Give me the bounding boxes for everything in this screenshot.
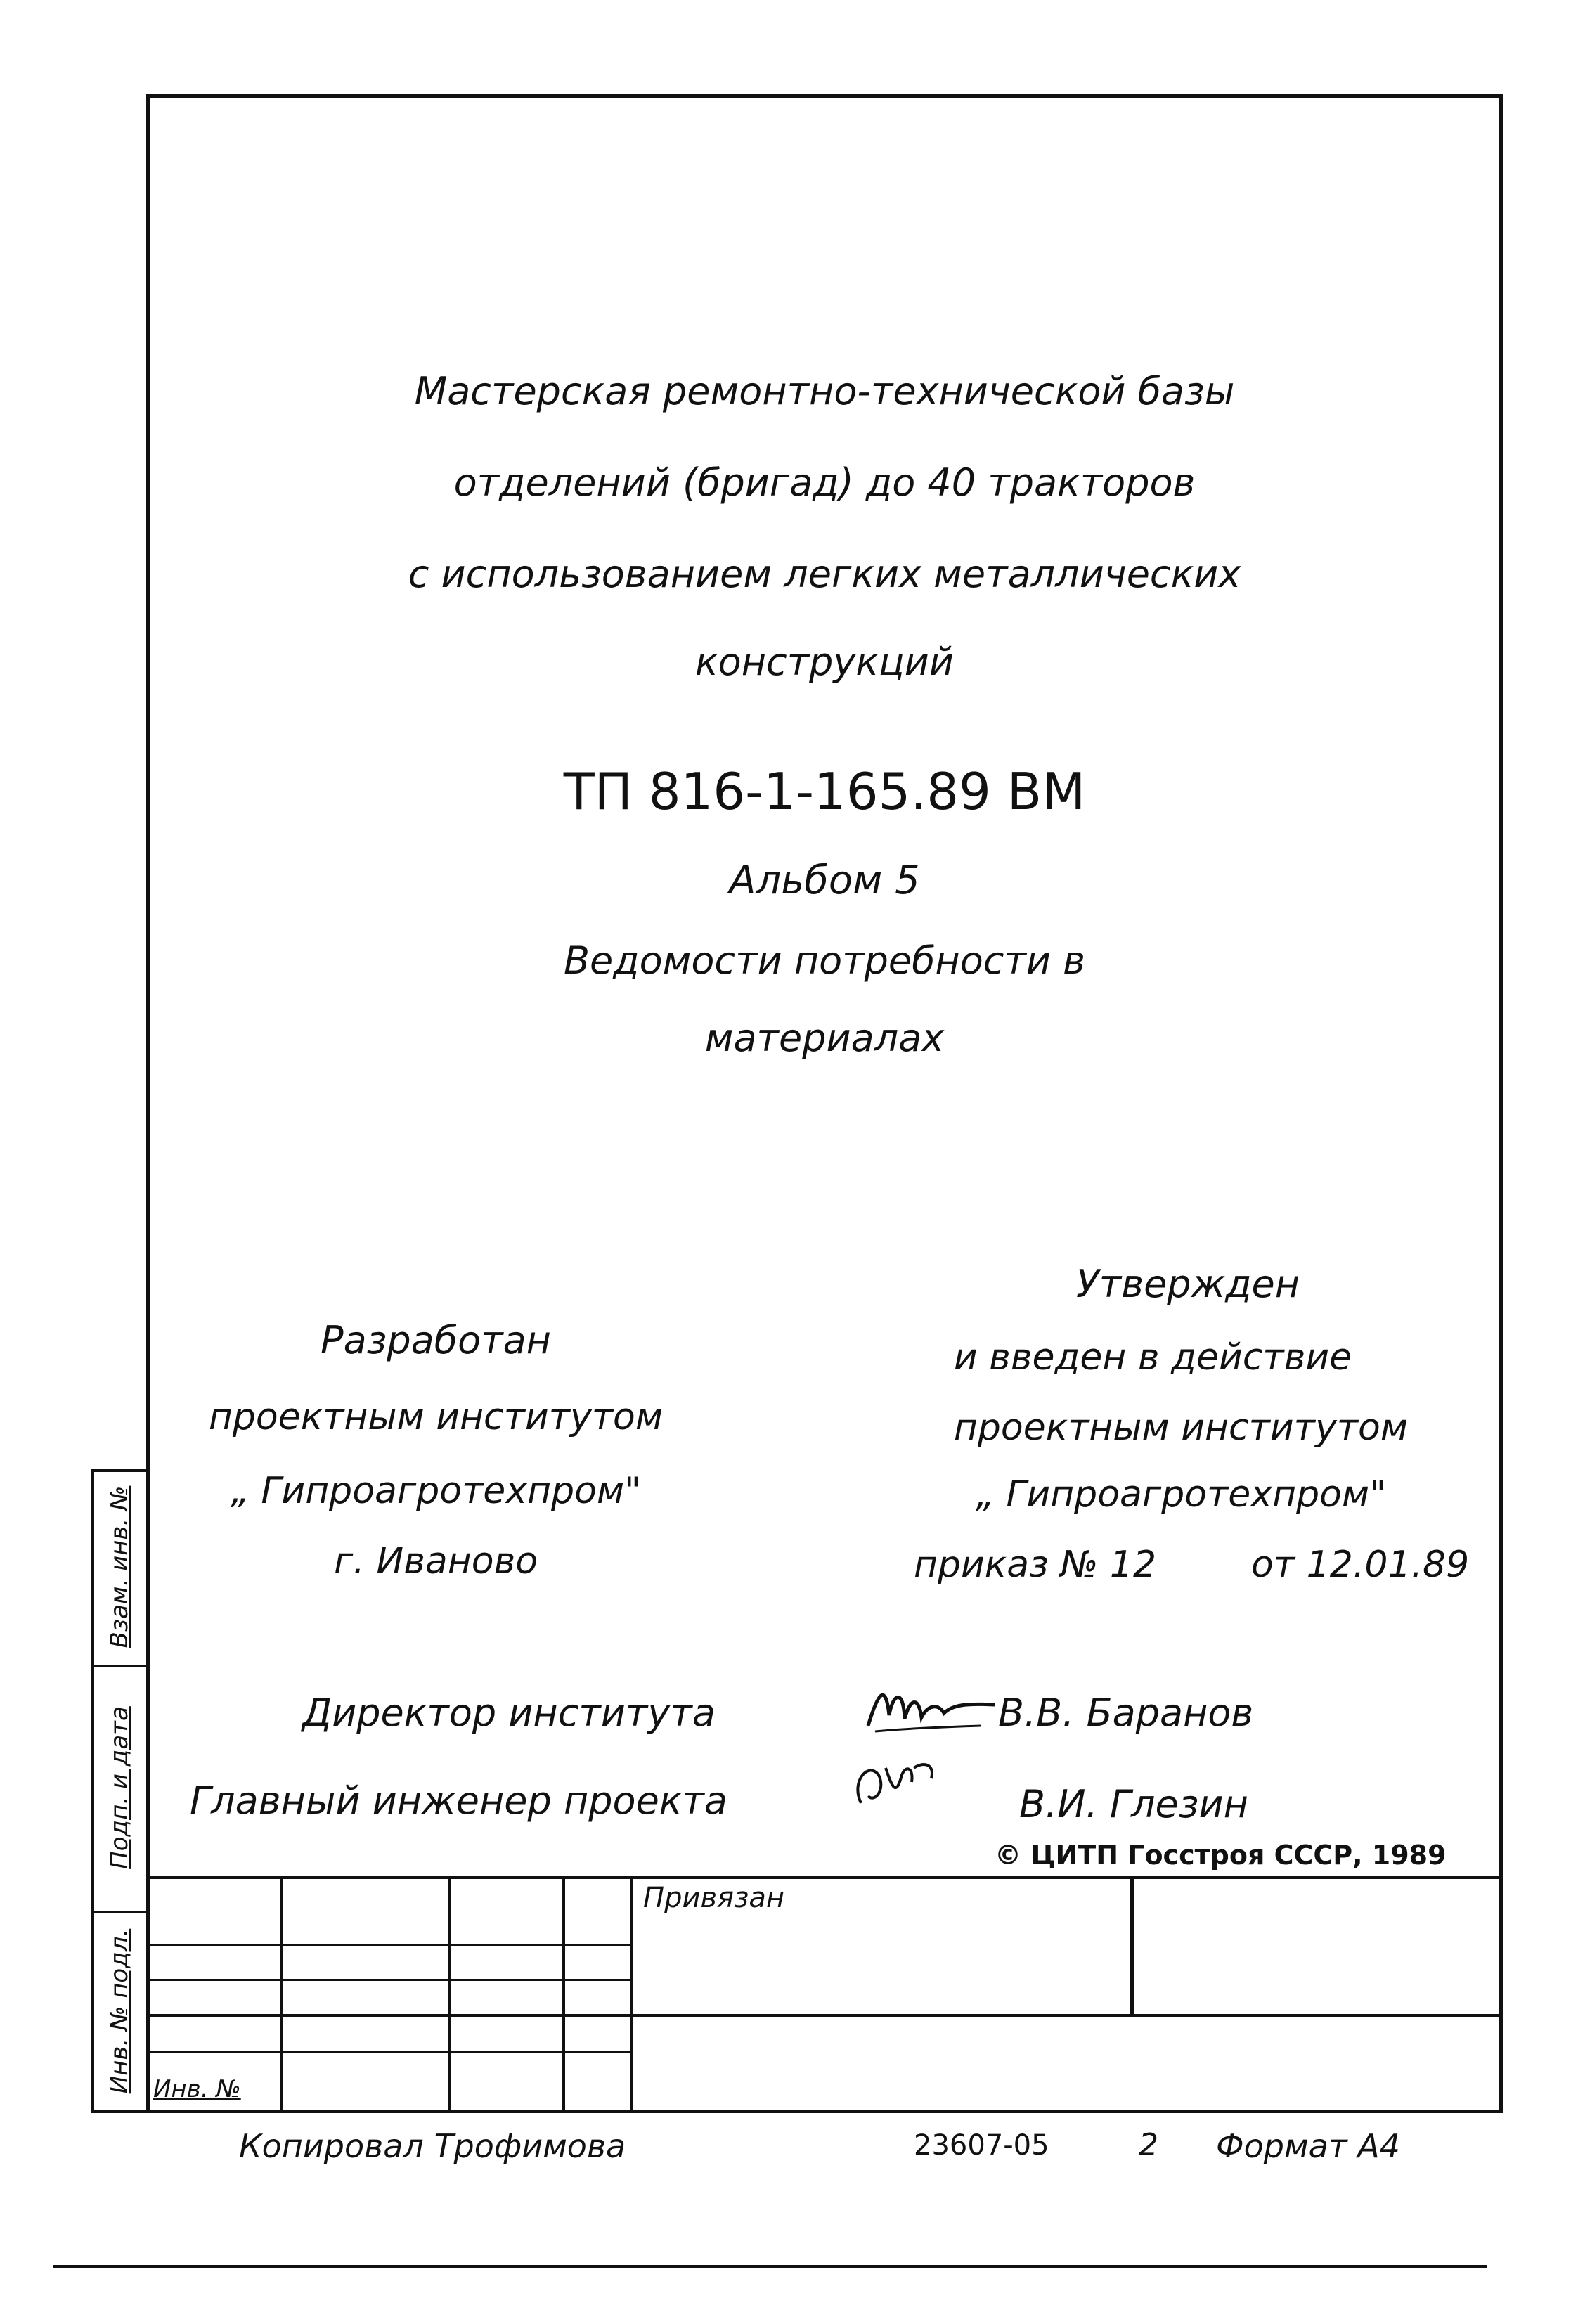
stamp-row-2 xyxy=(146,1979,631,1981)
title-line-3: с использованием легких металлических xyxy=(408,552,1241,596)
stamp-linked-label: Привязан xyxy=(643,1882,785,1914)
side-strip-bottom xyxy=(91,2110,149,2113)
approval-line-4: „ Гипроагротехпром" xyxy=(975,1473,1387,1516)
footer-sheet: 2 xyxy=(1139,2127,1158,2163)
approval-date: от 12.01.89 xyxy=(1251,1544,1470,1586)
engineer-name: В.И. Глезин xyxy=(1019,1782,1248,1826)
developer-line-3: „ Гипроагротехпром" xyxy=(230,1470,642,1512)
engineer-role: Главный инженер проекта xyxy=(190,1778,727,1823)
stamp-row-4 xyxy=(146,2051,631,2053)
footer-number: 23607-05 xyxy=(914,2129,1049,2162)
title-line-1: Мастерская ремонтно-технической базы xyxy=(414,369,1235,413)
side-label-vzam: Взам. инв. № xyxy=(105,1485,134,1648)
stamp-col-1 xyxy=(280,1876,283,2113)
director-signature xyxy=(861,1677,1002,1740)
album-number: Альбом 5 xyxy=(729,858,920,903)
stamp-col-5 xyxy=(1130,1876,1134,2016)
director-name: В.В. Баранов xyxy=(998,1691,1254,1735)
director-role: Директор института xyxy=(302,1691,716,1735)
stamp-row-1 xyxy=(146,1944,631,1946)
side-label-podp: Подп. и дата xyxy=(105,1706,134,1869)
copyright: © ЦИТП Госстроя СССР, 1989 xyxy=(995,1840,1447,1871)
stamp-top-line xyxy=(146,1876,1503,1879)
developer-line-1: Разработан xyxy=(321,1318,551,1362)
stamp-col-2 xyxy=(448,1876,451,2113)
engineer-signature xyxy=(847,1754,945,1817)
approval-line-3: проектным институтом xyxy=(953,1407,1409,1449)
side-strip-div-3 xyxy=(91,1911,149,1913)
side-strip-div-2 xyxy=(91,1665,149,1667)
side-label-inv-podl: Инв. № подл. xyxy=(105,1928,134,2094)
approval-line-1: Утвержден xyxy=(1075,1262,1300,1306)
subject-line-2: материалах xyxy=(704,1016,945,1060)
stamp-col-4 xyxy=(630,1876,633,2113)
document-code: ТП 816-1-165.89 ВМ xyxy=(563,762,1086,821)
side-strip-left xyxy=(91,1469,94,2113)
frame-right xyxy=(1499,94,1503,2113)
developer-line-2: проектным институтом xyxy=(208,1396,664,1438)
frame-top xyxy=(146,94,1503,98)
title-line-4: конструкций xyxy=(695,640,954,684)
footer-copied: Копировал Трофимова xyxy=(239,2127,626,2165)
stamp-row-3 xyxy=(146,2014,1503,2017)
stamp-inv-label: Инв. № xyxy=(153,2075,241,2103)
subject-line-1: Ведомости потребности в xyxy=(564,938,1085,983)
developer-line-4: г. Иваново xyxy=(333,1540,538,1582)
approval-line-2: и введен в действие xyxy=(953,1336,1352,1379)
title-line-2: отделений (бригад) до 40 тракторов xyxy=(453,460,1196,505)
stamp-col-3 xyxy=(562,1876,565,2113)
approval-order: приказ № 12 xyxy=(914,1544,1157,1586)
side-strip-div-1 xyxy=(91,1469,149,1472)
frame-bottom xyxy=(146,2110,1503,2113)
footer-format: Формат А4 xyxy=(1216,2127,1400,2165)
page-bottom-rule xyxy=(53,2265,1487,2268)
